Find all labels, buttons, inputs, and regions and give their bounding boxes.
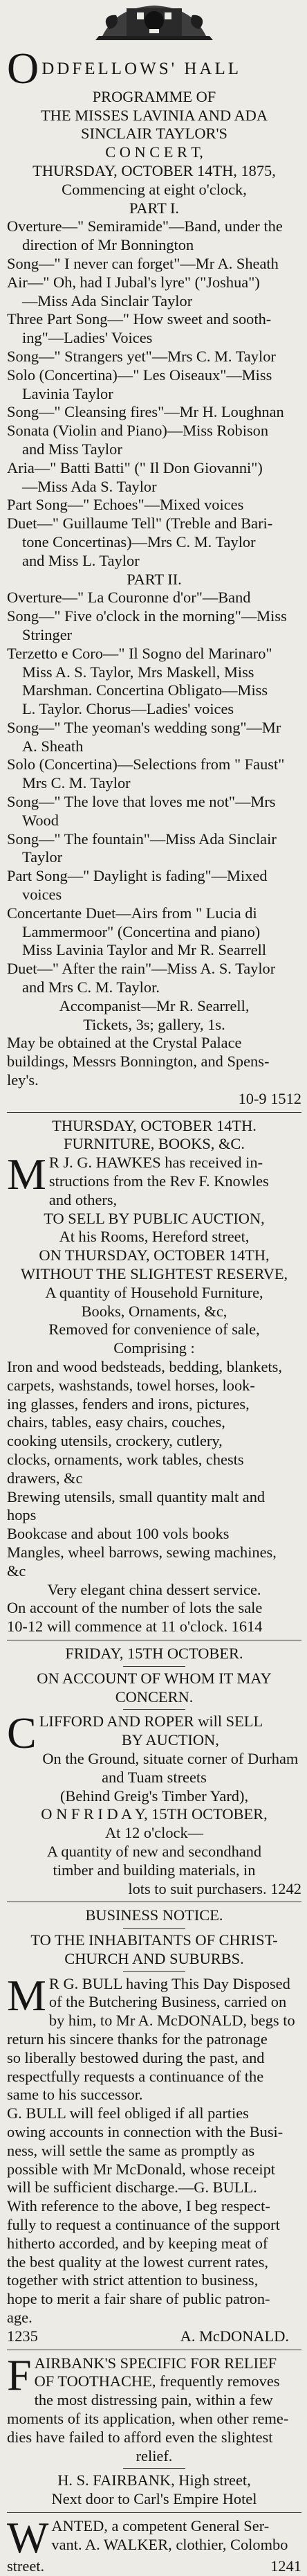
- oddfellows-text-line: Song—" Strangers yet"—Mrs C. M. Taylor: [7, 347, 276, 365]
- auction-subheading: FURNITURE, BOOKS, &C.: [64, 1135, 245, 1153]
- wanted-body: [7, 2513, 301, 2562]
- hawkes-text-line: structions from the Rev F. Knowles: [48, 1172, 269, 1190]
- hawkes-auction-advertisement: [7, 1117, 301, 1636]
- hawkes-text-line: hops: [7, 1506, 37, 1524]
- hawkes-text-line: cooking utensils, crockery, cutlery,: [7, 1432, 223, 1450]
- notice-heading: BUSINESS NOTICE.: [85, 1906, 223, 1924]
- sale-body: [7, 1708, 301, 1898]
- hawkes-text-line: ing glasses, fenders and irons, pictures,: [7, 1395, 250, 1413]
- wanted-reference: 1241: [270, 2557, 301, 2575]
- oddfellows-text-line: A. Sheath: [22, 737, 84, 755]
- oddfellows-text-line: PART II.: [127, 570, 182, 588]
- butcher-text-line: fully to request a continuance of the support: [7, 2216, 280, 2234]
- clifford-text-line: On the Ground, situate corner of Durham: [42, 1749, 299, 1767]
- oddfellows-text-line: Terzetto e Coro—" Il Sogno del Marinaro": [7, 644, 272, 662]
- fairbank-text-line: OF TOOTHACHE, frequently removes: [34, 2372, 280, 2390]
- oddfellows-text-line: Mrs C. M. Taylor: [22, 774, 131, 792]
- oddfellows-text-line: Overture—" La Couronne d'or"—Band: [7, 589, 251, 607]
- oddfellows-text-line: Miss A. S. Taylor, Mrs Maskell, Miss: [22, 663, 254, 681]
- wanted-tail: street.: [7, 2557, 45, 2575]
- clifford-text-line: At 12 o'clock—: [104, 1824, 204, 1842]
- butcher-text-line: ness, will settle the same as promptly as: [7, 2141, 255, 2159]
- oddfellows-text-line: Song—" Five o'clock in the morning"—Miss: [7, 607, 287, 625]
- oddfellows-text-line: Aria—" Batti Batti" (" Il Don Giovanni"): [7, 458, 263, 476]
- oddfellows-text-line: Wood: [22, 811, 59, 829]
- crest-container: [7, 1, 301, 48]
- oddfellows-text-line: Miss Lavinia Taylor and Mr R. Searrell: [22, 941, 267, 959]
- dropcap-letter: M: [7, 1970, 46, 2020]
- butcher-text-line: With reference to the above, I beg respect-: [7, 2197, 270, 2215]
- butcher-text-line: so liberally bestowed during the past, and: [7, 2048, 265, 2066]
- hawkes-text-line: clocks, ornaments, work tables, chests: [7, 1450, 244, 1468]
- fairbank-advertisement: [7, 2350, 301, 2509]
- oddfellows-text-line: 10-9 1512: [238, 1089, 301, 1107]
- oddfellows-text-line: —Miss Ada Sinclair Taylor: [22, 292, 193, 310]
- column-rule: [7, 1112, 301, 1113]
- newspaper-column: [7, 1, 301, 2575]
- oddfellows-text-line: Duet—" After the rain"—Miss A. S. Taylor: [7, 960, 276, 978]
- clifford-text-line: timber and building materials, in: [53, 1861, 256, 1879]
- oddfellows-text-line: Air—" Oh, had I Jubal's lyre" ("Joshua"): [7, 273, 260, 291]
- butcher-text-line: return his sincere thanks for the patronage: [7, 2030, 268, 2048]
- hawkes-text-line: A quantity of Household Furniture,: [45, 1283, 263, 1301]
- butcher-text-line: possible with Mr McDonald, whose receipt: [7, 2160, 276, 2178]
- notice-subheading: CHURCH AND SUBURBS.: [64, 1949, 244, 1967]
- fairbank-text-line: relief.: [136, 2447, 173, 2465]
- short-rule: [123, 1666, 185, 1667]
- short-rule: [123, 1928, 185, 1929]
- oddfellows-text-line: Stringer: [22, 625, 73, 643]
- butcher-text-line: owing accounts in connection with the Busi-: [7, 2123, 283, 2141]
- hawkes-text-line: WITHOUT THE SLIGHTEST RESERVE,: [20, 1265, 288, 1282]
- hawkes-text-line: Bookcase and about 100 vols books: [7, 1525, 230, 1543]
- oddfellows-text-line: Part Song—" Daylight is fading"—Mixed: [7, 867, 268, 885]
- hawkes-text-line: drawers, &c: [7, 1469, 83, 1487]
- oddfellows-text-line: Tickets, 3s; gallery, 1s.: [83, 1015, 225, 1033]
- oddfellows-text-line: Solo (Concertina)—" Les Oiseaux"—Miss: [7, 366, 272, 384]
- butcher-text-line: of the Butchering Business, carried on: [48, 1993, 287, 2011]
- butcher-text-line: respectfully requests a continuance of the: [7, 2067, 264, 2085]
- hawkes-text-line: &c: [7, 1562, 26, 1580]
- concert-headline: [7, 43, 301, 93]
- oddfellows-text-line: Taylor: [22, 848, 63, 866]
- short-rule: [123, 1971, 185, 1972]
- oddfellows-text-line: Three Part Song—" How sweet and sooth-: [7, 310, 272, 328]
- hawkes-text-line: Removed for convenience of sale,: [48, 1321, 260, 1339]
- hawkes-text-line: Books, Ornaments, &c,: [81, 1302, 227, 1320]
- butcher-text-line: hitherto accorded, and by keeping meat of: [7, 2234, 268, 2252]
- oddfellows-text-line: and Miss Taylor: [22, 440, 122, 458]
- wanted-advertisement: [7, 2513, 301, 2576]
- wanted-text-line: vant. A. WALKER, clothier, Colombo: [51, 2535, 288, 2553]
- hawkes-text-line: Comprising :: [113, 1339, 195, 1357]
- fairbank-name-line: H. S. FAIRBANK, High street,: [57, 2471, 251, 2489]
- oddfellows-text-line: buildings, Messrs Bonnington, and Spens-: [7, 1053, 270, 1071]
- oddfellows-text-line: Commencing at eight o'clock,: [62, 180, 247, 198]
- butcher-text-line: age.: [7, 2309, 32, 2327]
- oddfellows-text-line: Solo (Concertina)—Selections from " Faust": [7, 755, 285, 773]
- hawkes-text-line: On account of the number of lots the sale: [7, 1599, 263, 1617]
- concert-programme: [7, 88, 301, 1109]
- fairbank-text-line: moments of its application, when other reme-: [7, 2410, 289, 2428]
- dropcap-letter: F: [7, 2350, 32, 2399]
- column-rule: [7, 2512, 301, 2513]
- hawkes-text-line: [7, 1618, 301, 1636]
- butcher-text-line: hope to merit a fair share of public patron-: [7, 2290, 270, 2308]
- notice-body: [7, 1970, 301, 2327]
- auction-reference-prefix: 10-12: [7, 1618, 47, 1636]
- clifford-text-line: LIFFORD AND ROPER will SELL: [39, 1712, 263, 1730]
- butcher-text-line: G. BULL will feel obliged if all parties: [7, 2104, 249, 2122]
- butcher-text-line: R G. BULL having This Day Disposed: [48, 1974, 290, 1992]
- fairbank-address-line: Next door to Carl's Empire Hotel: [51, 2490, 257, 2508]
- clifford-text-line: lots to suit purchasers. 1242: [128, 1879, 301, 1897]
- hawkes-text-line: Iron and wood bedsteads, bedding, blankets,: [7, 1357, 282, 1375]
- oddfellows-text-line: voices: [22, 886, 62, 904]
- oddfellows-text-line: Song—" I never can forget"—Mr A. Sheath: [7, 254, 279, 272]
- oddfellows-text-line: Part Song—" Echoes"—Mixed voices: [7, 496, 244, 514]
- oddfellows-text-line: C O N C E R T,: [105, 143, 203, 161]
- oddfellows-text-line: Song—" Cleansing fires"—Mr H. Loughnan: [7, 403, 284, 421]
- hawkes-text-line: ON THURSDAY, OCTOBER 14TH,: [39, 1246, 270, 1264]
- oddfellows-text-line: SINCLAIR TAYLOR'S: [81, 125, 227, 143]
- butcher-text-line: the best quality at the lowest current rates,: [7, 2253, 269, 2271]
- dropcap-letter: C: [7, 1708, 37, 1758]
- notice-reference: 1235: [7, 2327, 38, 2345]
- oddfellows-text-line: Lavinia Taylor: [22, 384, 113, 402]
- concert-advertisement: [7, 1, 301, 1109]
- hawkes-text-line: Brewing utensils, small quantity malt and: [7, 1487, 266, 1505]
- hawkes-text-line: TO SELL BY PUBLIC AUCTION,: [44, 1209, 265, 1227]
- oddfellows-text-line: Accompanist—Mr R. Searrell,: [59, 996, 250, 1014]
- sale-subheading: CONCERN.: [115, 1688, 194, 1706]
- wanted-text-line: ANTED, a competent General Ser-: [51, 2517, 270, 2534]
- hawkes-text-line: chairs, tables, easy chairs, couches,: [7, 1413, 225, 1431]
- oddfellows-text-line: —Miss Ada S. Taylor: [22, 477, 157, 495]
- oddfellows-text-line: tone Concertinas)—Mrs C. M. Taylor: [22, 533, 256, 551]
- clifford-text-line: O N F R I D A Y, 15TH OCTOBER,: [41, 1805, 268, 1823]
- oddfellows-text-line: THE MISSES LAVINIA AND ADA: [40, 106, 268, 124]
- concert-title: DDFELLOWS' HALL: [41, 59, 242, 78]
- fairbank-text-line: dies have failed to afford even the slightest: [7, 2428, 273, 2446]
- hawkes-text-line: and others,: [48, 1190, 118, 1208]
- sale-date-heading: FRIDAY, 15TH OCTOBER.: [65, 1644, 243, 1662]
- oddfellows-text-line: and Miss L. Taylor: [22, 551, 140, 569]
- oddfellows-text-line: and Mrs C. M. Taylor.: [22, 978, 160, 996]
- dropcap-letter: M: [7, 1150, 46, 1199]
- short-rule: [123, 1709, 185, 1710]
- business-notice-advertisement: [7, 1906, 301, 2345]
- notice-signoff: [7, 2327, 301, 2346]
- butcher-text-line: together with strict attention to business,: [7, 2271, 259, 2289]
- oddfellows-text-line: Duet—" Guillaume Tell" (Treble and Bari-: [7, 515, 273, 533]
- clifford-text-line: (Behind Greig's Timber Yard),: [59, 1787, 249, 1805]
- dropcap-letter: O: [7, 43, 39, 93]
- oddfellows-text-line: Song—" The fountain"—Miss Ada Sinclair: [7, 830, 277, 848]
- clifford-text-line: A quantity of new and secondhand: [46, 1842, 262, 1860]
- auction-date-heading: THURSDAY, OCTOBER 14TH.: [52, 1116, 257, 1134]
- oddfellows-text-line: Lammermoor" (Concertina and piano): [22, 922, 261, 940]
- fairbank-text-line: the most distressing pain, within a few: [34, 2391, 273, 2409]
- royal-crest-emblem: [89, 1, 220, 43]
- oddfellows-text-line: PROGRAMME OF: [92, 87, 216, 105]
- clifford-roper-advertisement: [7, 1645, 301, 1898]
- oddfellows-text-line: L. Taylor. Chorus—Ladies' voices: [22, 700, 234, 718]
- oddfellows-text-line: Sonata (Violin and Piano)—Miss Robison: [7, 422, 269, 440]
- hawkes-text-line: At his Rooms, Hereford street,: [59, 1228, 250, 1246]
- oddfellows-text-line: Marshman. Concertina Obligato—Miss: [22, 681, 268, 699]
- fairbank-body: [7, 2350, 301, 2466]
- oddfellows-text-line: ley's.: [7, 1071, 39, 1089]
- short-rule: [123, 2468, 185, 2469]
- notice-signature: A. McDONALD.: [180, 2327, 289, 2345]
- oddfellows-text-line: Song—" The love that loves me not"—Mrs: [7, 793, 276, 811]
- dropcap-letter: W: [7, 2513, 49, 2562]
- auction-closing-text: will commence at 11 o'clock. 1614: [46, 1618, 263, 1636]
- oddfellows-text-line: direction of Mr Bonnington: [22, 236, 194, 254]
- hawkes-text-line: Very elegant china dessert service.: [47, 1580, 261, 1598]
- oddfellows-text-line: PART I.: [129, 199, 180, 217]
- oddfellows-text-line: Overture—" Semiramide"—Band, under the: [7, 217, 283, 235]
- clifford-text-line: and Tuam streets: [102, 1768, 207, 1786]
- butcher-text-line: will be sufficient discharge.—G. BULL.: [7, 2179, 257, 2197]
- hawkes-text-line: Mangles, wheel barrows, sewing machines,: [7, 1543, 277, 1561]
- clifford-text-line: BY AUCTION,: [121, 1731, 219, 1749]
- hawkes-text-line: carpets, washstands, towel horses, look-: [7, 1376, 255, 1394]
- butcher-text-line: by him, to Mr A. McDONALD, begs to: [48, 2012, 295, 2030]
- oddfellows-text-line: Song—" The yeoman's wedding song"—Mr: [7, 718, 281, 736]
- oddfellows-text-line: THURSDAY, OCTOBER 14TH, 1875,: [32, 161, 276, 179]
- fairbank-text-line: AIRBANK'S SPECIFIC FOR RELIEF: [34, 2354, 277, 2372]
- oddfellows-text-line: ing"—Ladies' Voices: [22, 329, 153, 347]
- oddfellows-text-line: Concertante Duet—Airs from " Lucia di: [7, 904, 257, 922]
- sale-subheading: ON ACCOUNT OF WHOM IT MAY: [37, 1669, 272, 1687]
- hawkes-text-line: R J. G. HAWKES has received in-: [48, 1154, 263, 1172]
- wanted-signoff: [7, 2557, 301, 2576]
- oddfellows-text-line: May be obtained at the Crystal Palace: [7, 1034, 242, 1052]
- butcher-text-line: same to his successor.: [7, 2086, 143, 2104]
- notice-subheading: TO THE INHABITANTS OF CHRIST-: [30, 1931, 278, 1949]
- auction-body: [7, 1150, 301, 1636]
